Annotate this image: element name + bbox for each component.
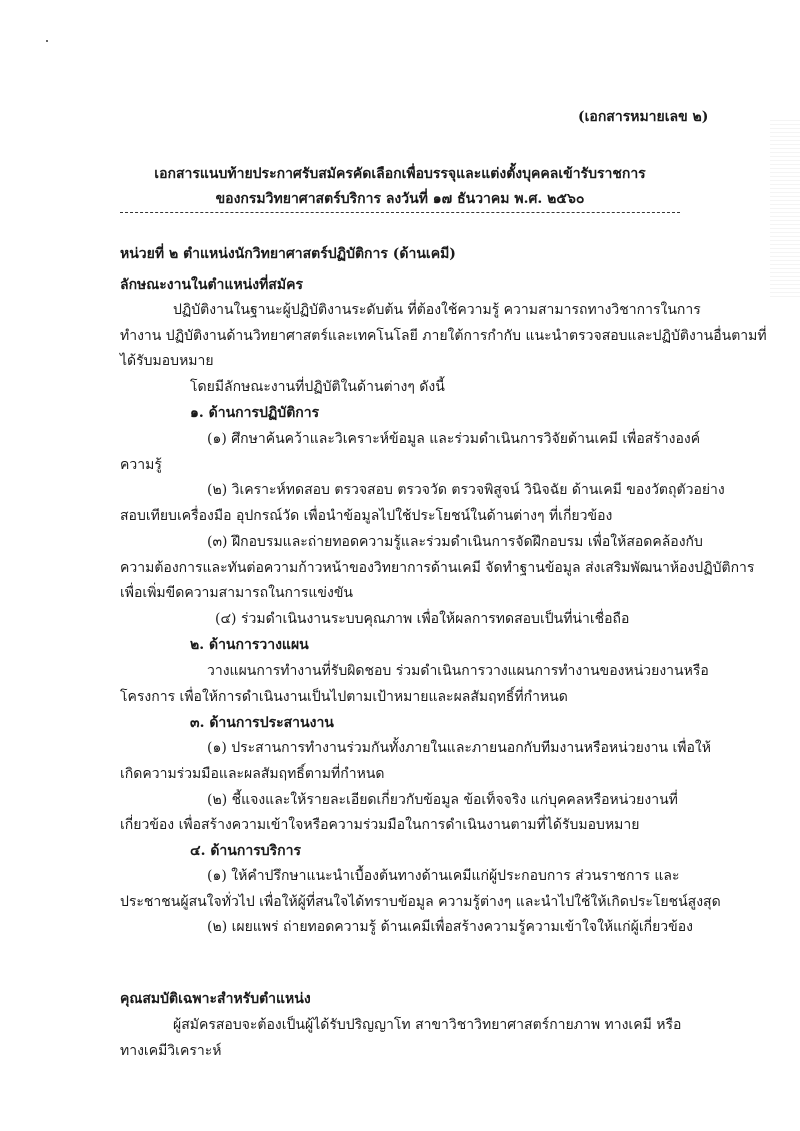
intro-line: ได้รับมอบหมาย <box>120 353 214 369</box>
scan-edge-noise <box>770 120 800 300</box>
section-2-line: โครงการ เพื่อให้การดำเนินงานเป็นไปตามเป้าหมายและผลสัมฤทธิ์ที่กำหนด <box>120 689 568 705</box>
qualification-heading: คุณสมบัติเฉพาะสำหรับตำแหน่ง <box>120 991 311 1007</box>
section-2-heading: ๒. ด้านการวางแผน <box>190 637 309 653</box>
qualification-line: ผู้สมัครสอบจะต้องเป็นผู้ได้รับปริญญาโท สาขาวิชาวิทยาศาสตร์กายภาพ ทางเคมี หรือ <box>173 1017 682 1033</box>
section-1-line: สอบเทียบเครื่องมือ อุปกรณ์วัด เพื่อนำข้อมูลไปใช้ประโยชน์ในด้านต่างๆ ที่เกี่ยวข้อง <box>120 508 613 524</box>
intro-line: ทำงาน ปฏิบัติงานด้านวิทยาศาสตร์และเทคโนโลยี ภายใต้การกำกับ แนะนำตรวจสอบและปฏิบัติงานอื่นตามที่ <box>120 328 767 344</box>
scan-speck <box>46 40 48 42</box>
section-1-line: (๒) วิเคราะห์ทดสอบ ตรวจสอบ ตรวจวัด ตรวจพิสูจน์ วินิจฉัย ด้านเคมี ของวัตถุตัวอย่าง <box>207 482 725 498</box>
intro-line: ปฏิบัติงานในฐานะผู้ปฏิบัติงานระดับต้น ที่ต้องใช้ความรู้ ความสามารถทางวิชาการในการ <box>173 302 701 318</box>
section-4-line: ประชาชนผู้สนใจทั่วไป เพื่อให้ผู้ที่สนใจได้ทราบข้อมูล ความรู้ต่างๆ และนำไปใช้ให้เกิดประโยชน์สูงสุด <box>120 894 721 910</box>
section-4-line: (๑) ให้คำปรึกษาแนะนำเบื้องต้นทางด้านเคมีแก่ผู้ประกอบการ ส่วนราชการ และ <box>207 868 680 884</box>
section-4-heading: ๔. ด้านการบริการ <box>190 843 301 859</box>
document-number: (เอกสารหมายเลข ๒) <box>578 109 709 125</box>
dashed-divider <box>120 212 680 213</box>
section-4-line: (๒) เผยแพร่ ถ่ายทอดความรู้ ด้านเคมีเพื่อสร้างความรู้ความเข้าใจให้แก่ผู้เกี่ยวข้อง <box>207 919 693 935</box>
intro-line: โดยมีลักษณะงานที่ปฏิบัติในด้านต่างๆ ดังนี้ <box>190 379 445 395</box>
section-1-line: (๓) ฝึกอบรมและถ่ายทอดความรู้และร่วมดำเนินการจัดฝึกอบรม เพื่อให้สอดคล้องกับ <box>207 534 703 550</box>
section-3-line: เกี่ยวข้อง เพื่อสร้างความเข้าใจหรือความร่วมมือในการดำเนินงานตามที่ได้รับมอบหมาย <box>120 817 640 833</box>
section-3-line: (๑) ประสานการทำงานร่วมกันทั้งภายในและภายนอกกับทีมงานหรือหน่วยงาน เพื่อให้ <box>207 740 711 756</box>
section-2-line: วางแผนการทำงานที่รับผิดชอบ ร่วมดำเนินการวางแผนการทำงานของหน่วยงานหรือ <box>207 663 709 679</box>
section-3-line: เกิดความร่วมมือและผลสัมฤทธิ์ตามที่กำหนด <box>120 766 385 782</box>
job-description-heading: ลักษณะงานในตำแหน่งที่สมัคร <box>120 277 303 293</box>
section-1-line: เพื่อเพิ่มขีดความสามารถในการแข่งขัน <box>120 585 353 601</box>
title-line-1: เอกสารแนบท้ายประกาศรับสมัครคัดเลือกเพื่อบรรจุและแต่งตั้งบุคคลเข้ารับราชการ <box>154 166 646 182</box>
unit-heading: หน่วยที่ ๒ ตำแหน่งนักวิทยาศาสตร์ปฏิบัติการ (ด้านเคมี) <box>120 246 456 262</box>
section-1-heading: ๑. ด้านการปฏิบัติการ <box>190 405 320 421</box>
section-1-line: (๔) ร่วมดำเนินงานระบบคุณภาพ เพื่อให้ผลการทดสอบเป็นที่น่าเชื่อถือ <box>215 611 630 627</box>
title-line-2: ของกรมวิทยาศาสตร์บริการ ลงวันที่ ๑๗ ธันวาคม พ.ศ. ๒๕๖๐ <box>215 191 585 207</box>
qualification-line: ทางเคมีวิเคราะห์ <box>120 1043 222 1059</box>
section-3-line: (๒) ชี้แจงและให้รายละเอียดเกี่ยวกับข้อมูล ข้อเท็จจริง แก่บุคคลหรือหน่วยงานที่ <box>207 792 678 808</box>
section-1-line: (๑) ศึกษาค้นคว้าและวิเคราะห์ข้อมูล และร่วมดำเนินการวิจัยด้านเคมี เพื่อสร้างองค์ <box>207 431 701 447</box>
section-1-line: ความต้องการและทันต่อความก้าวหน้าของวิทยาการด้านเคมี จัดทำฐานข้อมูล ส่งเสริมพัฒนาห้องปฏิบัติการ <box>120 560 755 576</box>
section-3-heading: ๓. ด้านการประสานงาน <box>190 715 334 731</box>
section-1-line: ความรู้ <box>120 457 162 473</box>
